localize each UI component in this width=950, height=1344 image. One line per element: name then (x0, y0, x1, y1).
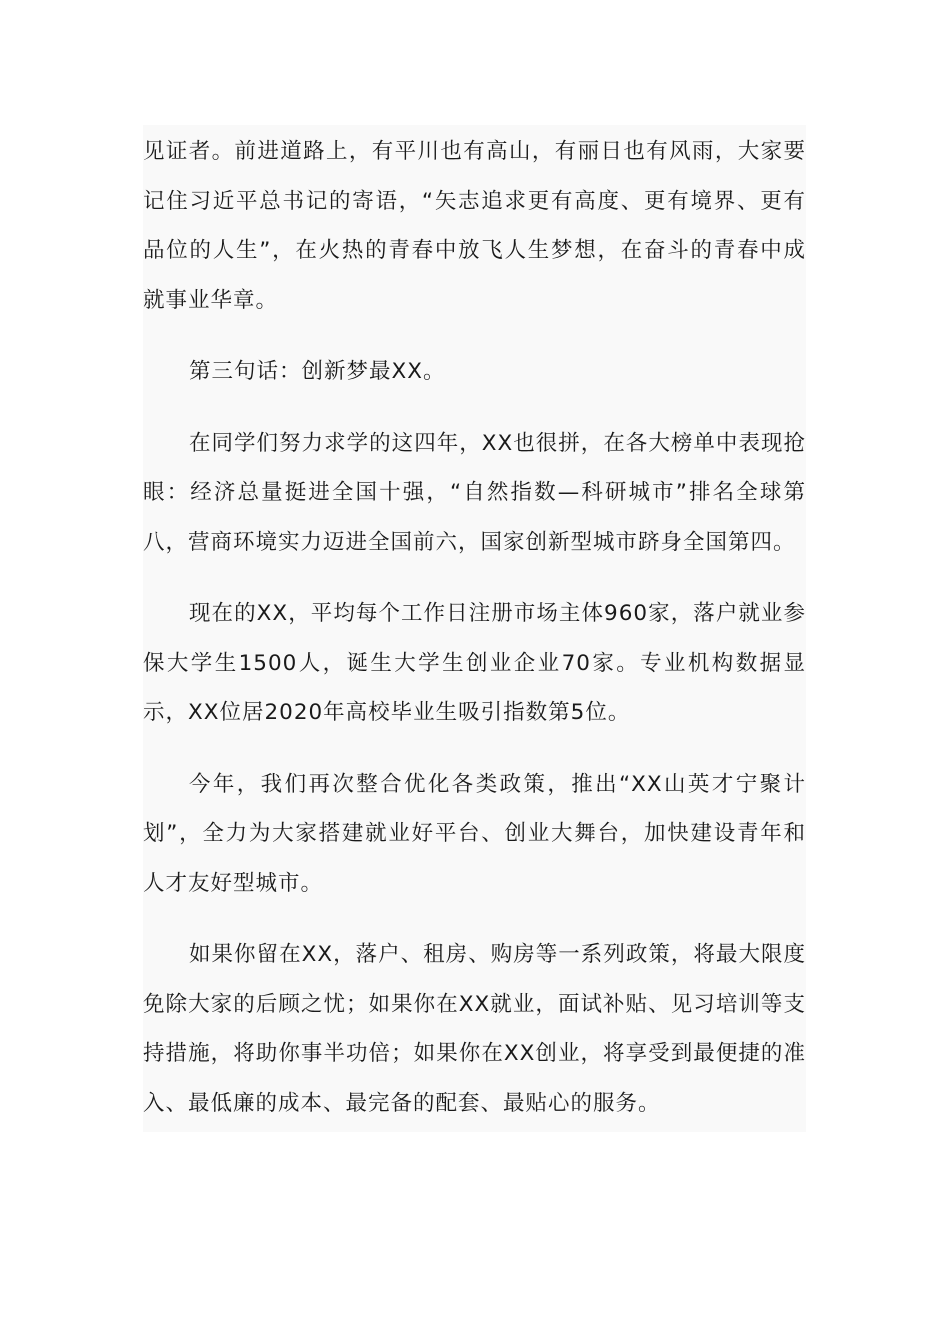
paragraph-5: 今年，我们再次整合优化各类政策，推出“XX山英才宁聚计划”，全力为大家搭建就业好平台、创业大舞台，加快建设青年和人才友好型城市。 (143, 771, 806, 896)
paragraph-6: 如果你留在XX，落户、租房、购房等一系列政策，将最大限度免除大家的后顾之忧；如果你在XX就业，面试补贴、见习培训等支持措施，将助你事半功倍；如果你在XX创业，将享受到最便捷的准入、最低廉的成本、最完备的配套、最贴心的服务。 (143, 942, 806, 1116)
paragraph-gap (143, 397, 806, 419)
paragraph-gap (143, 325, 806, 347)
document-body (143, 125, 806, 1132)
paragraph-2: 第三句话：创新梦最XX。 (189, 359, 446, 384)
paragraph-1: 见证者。前进道路上，有平川也有高山，有丽日也有风雨，大家要记住习近平总书记的寄语，“矢志追求更有高度、更有境界、更有品位的人生”，在火热的青春中放飞人生梦想，在奋斗的青春中成就事业华章。 (143, 139, 806, 313)
paragraph-4: 现在的XX，平均每个工作日注册市场主体960家，落户就业参保大学生1500人，诞生大学生创业企业70家。专业机构数据显示，XX位居2020年高校毕业生吸引指数第5位。 (143, 601, 806, 725)
paragraph-3: 在同学们努力求学的这四年，XX也很拼，在各大榜单中表现抢眼：经济总量挺进全国十强，“自然指数—科研城市”排名全球第八，营商环境实力迈进全国前六，国家创新型城市跻身全国第四。 (143, 430, 806, 555)
paragraph-gap (143, 567, 806, 589)
paragraph-gap (143, 738, 806, 760)
paragraph-gap (143, 908, 806, 930)
